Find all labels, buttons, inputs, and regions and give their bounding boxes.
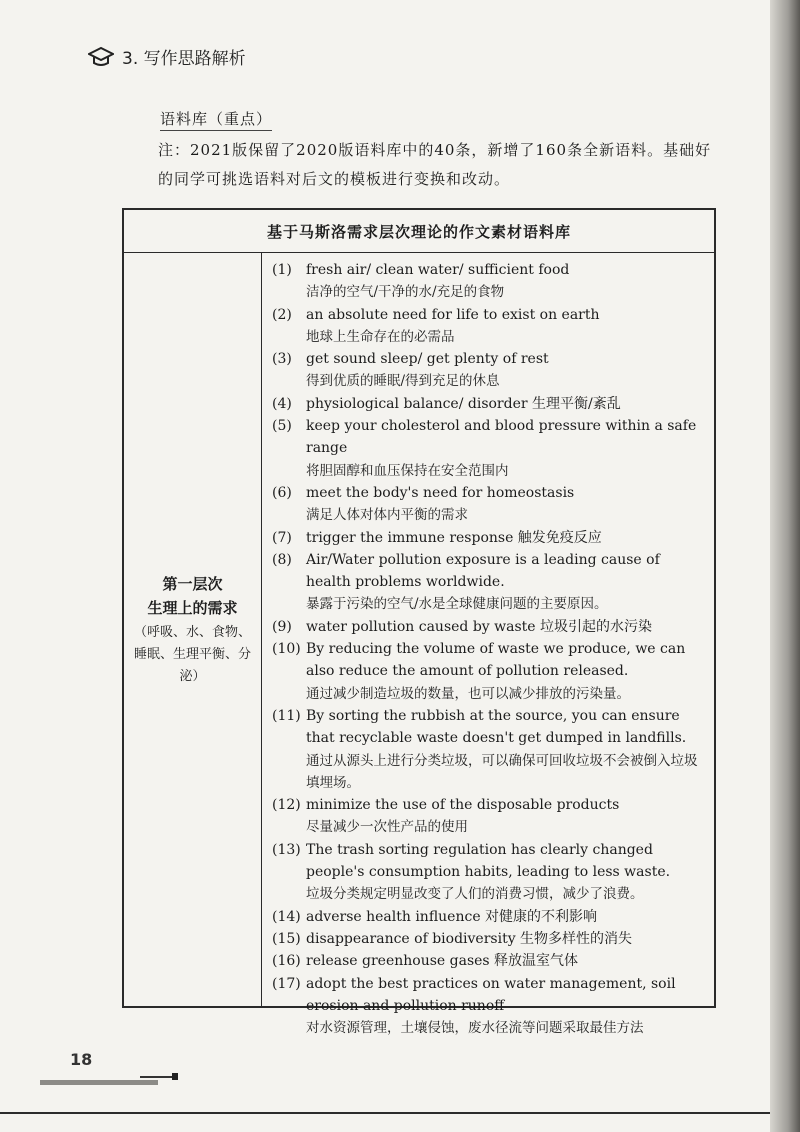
footer-bar [40,1080,158,1085]
item-chinese: 通过减少制造垃圾的数量，也可以减少排放的污染量。 [306,685,630,702]
list-item [272,973,708,1040]
items-cell [262,253,714,1037]
item-chinese: 满足人体对体内平衡的需求 [306,507,468,524]
corpus-table [122,208,716,1037]
item-number: (3) [272,351,292,368]
item-number: (1) [272,262,292,278]
list-item [272,906,708,928]
item-english: physiological balance/ disorder 生理平衡/紊乱 [306,395,621,412]
level-name: 第一层次 [162,574,223,593]
table-body [124,253,714,1037]
item-number: (5) [272,418,292,435]
table-title: 基于马斯洛需求层次理论的作文素材语料库 [124,210,714,253]
item-english: water pollution caused by waste 垃圾引起的水污染 [306,618,653,635]
level-need: 生理上的需求 [147,598,238,617]
item-number: (16) [272,953,301,970]
item-english: an absolute need for life to exist on earth [306,306,600,323]
page-bottom-rule [0,1112,770,1114]
item-english: By reducing the volume of waste we produce, we can also reduce the amount of pollution released. [306,641,686,680]
item-english: release greenhouse gases 释放温室气体 [306,953,579,970]
item-chinese: 垃圾分类规定明显改变了人们的消费习惯，减少了浪费。 [306,886,644,903]
graduation-cap-icon [88,46,114,68]
list-item [272,482,708,527]
item-number: (12) [272,797,301,814]
item-english: Air/Water pollution exposure is a leading cause of health problems worldwide. [306,551,660,591]
list-item [272,928,708,950]
list-item [272,393,708,415]
item-english: disappearance of biodiversity 生物多样性的消失 [306,930,633,947]
list-item [272,549,708,616]
page-number: 18 [70,1050,93,1069]
level-cell [124,253,262,1006]
list-item [272,415,708,482]
item-chinese: 通过从源头上进行分类垃圾，可以确保可回收垃圾不会被倒入垃圾填埋场。 [306,752,698,791]
item-chinese: 将胆固醇和血压保持在安全范围内 [306,462,509,479]
item-number: (11) [272,707,301,724]
item-number: (7) [272,529,292,546]
item-chinese: 对水资源管理，土壤侵蚀，废水径流等问题采取最佳方法 [306,1020,644,1037]
list-item [272,348,708,393]
footer-marker [172,1073,178,1080]
item-number: (10) [272,641,301,658]
item-number: (9) [272,618,292,635]
item-english: adopt the best practices on water management, soil erosion and pollution runoff [306,975,676,1014]
item-english: By sorting the rubbish at the source, you can ensure that recyclable waste doesn't get dumped in landfills. [306,707,687,747]
item-number: (15) [272,930,301,947]
list-item [272,259,708,304]
item-english: keep your cholesterol and blood pressure within a safe range [306,418,697,457]
item-number: (2) [272,306,292,323]
item-chinese: 尽量减少一次性产品的使用 [306,819,468,836]
item-number: (6) [272,484,292,501]
item-chinese: 地球上生命存在的必需品 [306,328,455,345]
item-number: (4) [272,395,292,412]
corpus-title: 语料库（重点） [160,108,272,131]
item-english: trigger the immune response 触发免疫反应 [306,529,602,546]
list-item [272,839,708,906]
section-header [88,44,246,69]
footer-line [140,1076,174,1078]
level-note: （呼吸、水、食物、睡眠、生理平衡、分泌） [134,624,252,684]
book-spine-edge [770,0,800,1132]
section-title: 3. 写作思路解析 [122,49,246,69]
item-english: minimize the use of the disposable products [306,797,620,814]
item-number: (17) [272,975,301,992]
list-item [272,705,708,794]
list-item [272,616,708,638]
item-number: (8) [272,551,292,568]
item-english: meet the body's need for homeostasis [306,484,575,501]
item-english: fresh air/ clean water/ sufficient food [306,262,570,278]
item-english: The trash sorting regulation has clearly changed people's consumption habits, leading to less waste. [306,841,671,881]
list-item [272,527,708,549]
list-item [272,794,708,839]
list-item [272,950,708,972]
note-paragraph: 注：2021版保留了2020版语料库中的40条，新增了160条全新语料。基础好的同学可挑选语料对后文的模板进行变换和改动。 [158,141,712,188]
list-item [272,638,708,705]
item-chinese: 暴露于污染的空气/水是全球健康问题的主要原因。 [306,596,608,613]
item-chinese: 得到优质的睡眠/得到充足的休息 [306,373,500,390]
item-number: (14) [272,908,301,925]
item-chinese: 洁净的空气/干净的水/充足的食物 [306,284,505,301]
item-number: (13) [272,841,301,858]
item-english: adverse health influence 对健康的不利影响 [306,908,598,925]
item-english: get sound sleep/ get plenty of rest [306,351,549,368]
list-item [272,304,708,349]
